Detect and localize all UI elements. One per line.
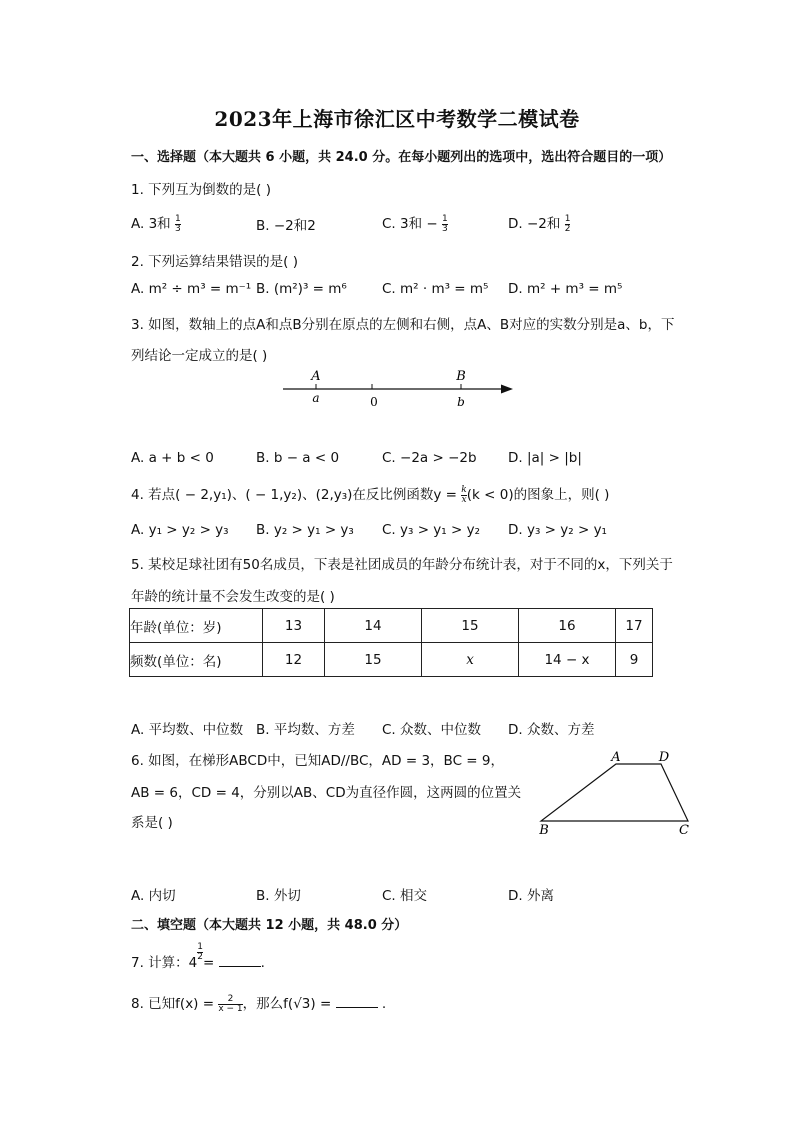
q5-option-d: D. 众数、方差 xyxy=(508,722,595,738)
q3-option-c: C. −2a > −2b xyxy=(382,450,477,466)
q2-option-c: C. m² · m³ = m⁵ xyxy=(382,281,489,297)
q3-option-b: B. b − a < 0 xyxy=(256,450,340,466)
fraction: $\frac{1}{2}$ xyxy=(564,213,571,234)
q5-option-c: C. 众数、中位数 xyxy=(382,722,482,738)
question-8: 8. 已知f(x) = $\frac{2}{x - 1}$ ，那么f(√3) = . xyxy=(131,993,387,1014)
q5-option-b: B. 平均数、方差 xyxy=(256,722,355,738)
vertex-label-C: C xyxy=(679,823,689,838)
exponent-fraction: $\frac{1}{2}$ xyxy=(197,942,203,962)
q4-option-b: B. y₂ > y₁ > y₃ xyxy=(256,522,354,538)
table-row xyxy=(130,643,653,677)
section-heading-fill-in: 二、填空题（本大题共 12 小题，共 48.0 分） xyxy=(131,918,408,933)
question-6-stem-line3: 系是( ) xyxy=(131,815,173,831)
table-cell: 15 xyxy=(325,643,422,677)
q2-option-b: B. (m²)³ = m⁶ xyxy=(256,281,347,297)
table-cell: 17 xyxy=(616,609,653,643)
fraction: $\frac{2}{x - 1}$ xyxy=(218,993,243,1014)
q1-option-a: A. 3和 $\frac{1}{3}$ xyxy=(131,213,181,234)
table-cell: x xyxy=(422,643,519,677)
q1-option-d: D. −2和 $\frac{1}{2}$ xyxy=(508,213,571,234)
q1-option-b: B. −2和2 xyxy=(256,218,316,234)
q4-option-a: A. y₁ > y₂ > y₃ xyxy=(131,522,229,538)
q6-option-a: A. 内切 xyxy=(131,888,176,904)
table-cell: 13 xyxy=(263,609,325,643)
answer-blank xyxy=(336,997,378,1008)
question-3-stem-line1: 3. 如图，数轴上的点A和点B分别在原点的左侧和右侧，点A、B对应的实数分别是a、b，下 xyxy=(131,317,675,333)
vertex-label-A: A xyxy=(611,750,621,765)
fraction: $\frac{k}{x}$ xyxy=(461,484,467,505)
page-title: 2023年上海市徐汇区中考数学二模试卷 xyxy=(214,107,580,131)
answer-blank xyxy=(219,956,261,967)
question-1-stem: 1. 下列互为倒数的是( ) xyxy=(131,182,271,198)
q6-option-b: B. 外切 xyxy=(256,888,301,904)
question-4-stem: 4. 若点( − 2,y₁)、( − 1,y₂)、(2,y₃)在反比例函数y = $\frac{k}{x}$ (k < 0)的图象上，则( ) xyxy=(131,484,610,505)
table-cell: 14 xyxy=(325,609,422,643)
arrow-head-icon xyxy=(501,385,513,394)
trapezoid-abcd xyxy=(541,764,688,821)
q2-option-a: A. m² ÷ m³ = m⁻¹ xyxy=(131,281,252,297)
q3-option-a: A. a + b < 0 xyxy=(131,450,214,466)
value-label-a: a xyxy=(312,391,320,405)
question-7: 7. 计算：4 $\frac{1}{2}$ = . xyxy=(131,942,265,971)
table-cell: 14 − x xyxy=(519,643,616,677)
table-cell: 15 xyxy=(422,609,519,643)
q4-option-d: D. y₃ > y₂ > y₁ xyxy=(508,522,607,538)
table-cell: 12 xyxy=(263,643,325,677)
question-6-stem-line1: 6. 如图，在梯形ABCD中，已知AD//BC，AD = 3，BC = 9， xyxy=(131,753,504,769)
table-cell: 9 xyxy=(616,643,653,677)
q2-option-d: D. m² + m³ = m⁵ xyxy=(508,281,623,297)
question-6-stem-line2: AB = 6，CD = 4，分别以AB、CD为直径作圆，这两圆的位置关 xyxy=(131,785,522,801)
question-2-stem: 2. 下列运算结果错误的是( ) xyxy=(131,254,298,270)
number-line-figure xyxy=(275,365,525,410)
fraction: $\frac{1}{3}$ xyxy=(174,213,181,234)
question-5-stem-line2: 年龄的统计量不会发生改变的是( ) xyxy=(131,589,335,605)
value-label-b: b xyxy=(457,395,465,409)
table-row xyxy=(130,609,653,643)
question-5-stem-line1: 5. 某校足球社团有50名成员，下表是社团成员的年龄分布统计表，对于不同的x，下列关于 xyxy=(131,557,673,573)
point-label-B: B xyxy=(456,369,466,384)
fraction: $\frac{1}{3}$ xyxy=(442,213,448,234)
section-heading-choice: 一、选择题（本大题共 6 小题，共 24.0 分。在每小题列出的选项中，选出符合题目的一项） xyxy=(131,150,672,165)
q6-option-c: C. 相交 xyxy=(382,888,428,904)
q4-option-c: C. y₃ > y₁ > y₂ xyxy=(382,522,481,538)
table-cell: 频数(单位：名) xyxy=(130,643,263,677)
q3-option-d: D. |a| > |b| xyxy=(508,450,582,466)
question-3-stem-line2: 列结论一定成立的是( ) xyxy=(131,348,268,364)
point-label-A: A xyxy=(311,369,321,384)
q6-option-d: D. 外离 xyxy=(508,888,554,904)
vertex-label-D: D xyxy=(658,750,670,765)
table-cell: 16 xyxy=(519,609,616,643)
trapezoid-figure xyxy=(530,746,700,838)
q1-option-c: C. 3和 − $\frac{1}{3}$ xyxy=(382,213,448,234)
age-frequency-table xyxy=(129,608,653,677)
vertex-label-B: B xyxy=(539,823,549,838)
origin-label: 0 xyxy=(370,395,378,409)
q5-option-a: A. 平均数、中位数 xyxy=(131,722,244,738)
table-cell: 年龄(单位：岁) xyxy=(130,609,263,643)
